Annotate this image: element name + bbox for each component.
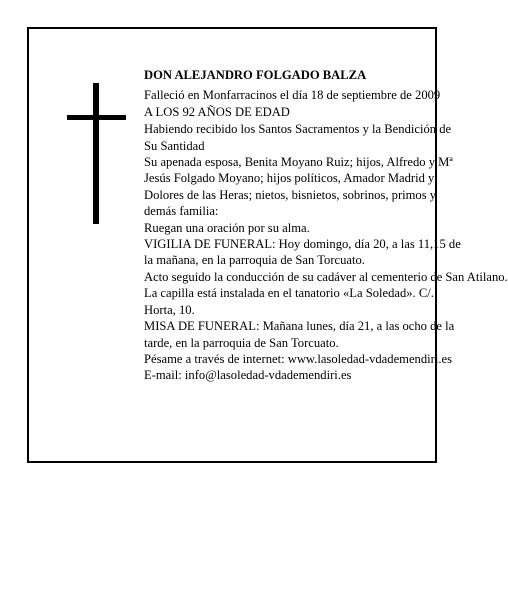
email-info: E-mail: info@lasoledad-vdademendiri.es [144,368,352,383]
condolences-info: Pésame a través de internet: www.lasoledad-vdademendiri.es [144,351,452,366]
notice-text [144,67,508,384]
age-statement: A LOS 92 AÑOS DE EDAD [144,104,290,119]
family-list: Su apenada esposa, Benita Moyano Ruiz; hijos, Alfredo y Mª Jesús Folgado Moyano; hijos políticos, Amador Madrid y Dolores de las Heras; nietos, bisnietos, sobrinos, primos y demás familia: [144,155,453,219]
sacraments-statement: Habiendo recibido los Santos Sacramentos y la Bendición de Su Santidad [144,122,452,153]
prayer-request: Ruegan una oración por su alma. [144,220,310,235]
obituary-notice [27,27,508,463]
deceased-name: DON ALEJANDRO FOLGADO BALZA [144,68,367,82]
chapel-info: La capilla está instalada en el tanatorio «La Soledad». C/. Horta, 10. [144,286,434,317]
procession-info: Acto seguido la conducción de su cadáver al cementerio de San Atilano. [144,269,508,284]
cross-icon-bar [67,115,126,120]
mass-info: MISA DE FUNERAL: Mañana lunes, día 21, a las ocho de la tarde, en la parroquia de San Torcuato. [144,319,455,350]
vigil-info: VIGILIA DE FUNERAL: Hoy domingo, día 20, a las 11,15 de la mañana, en la parroquia de San Torcuato. [144,237,461,268]
cross-icon [93,83,99,224]
death-statement: Falleció en Monfarracinos el día 18 de septiembre de 2009 [144,88,441,103]
